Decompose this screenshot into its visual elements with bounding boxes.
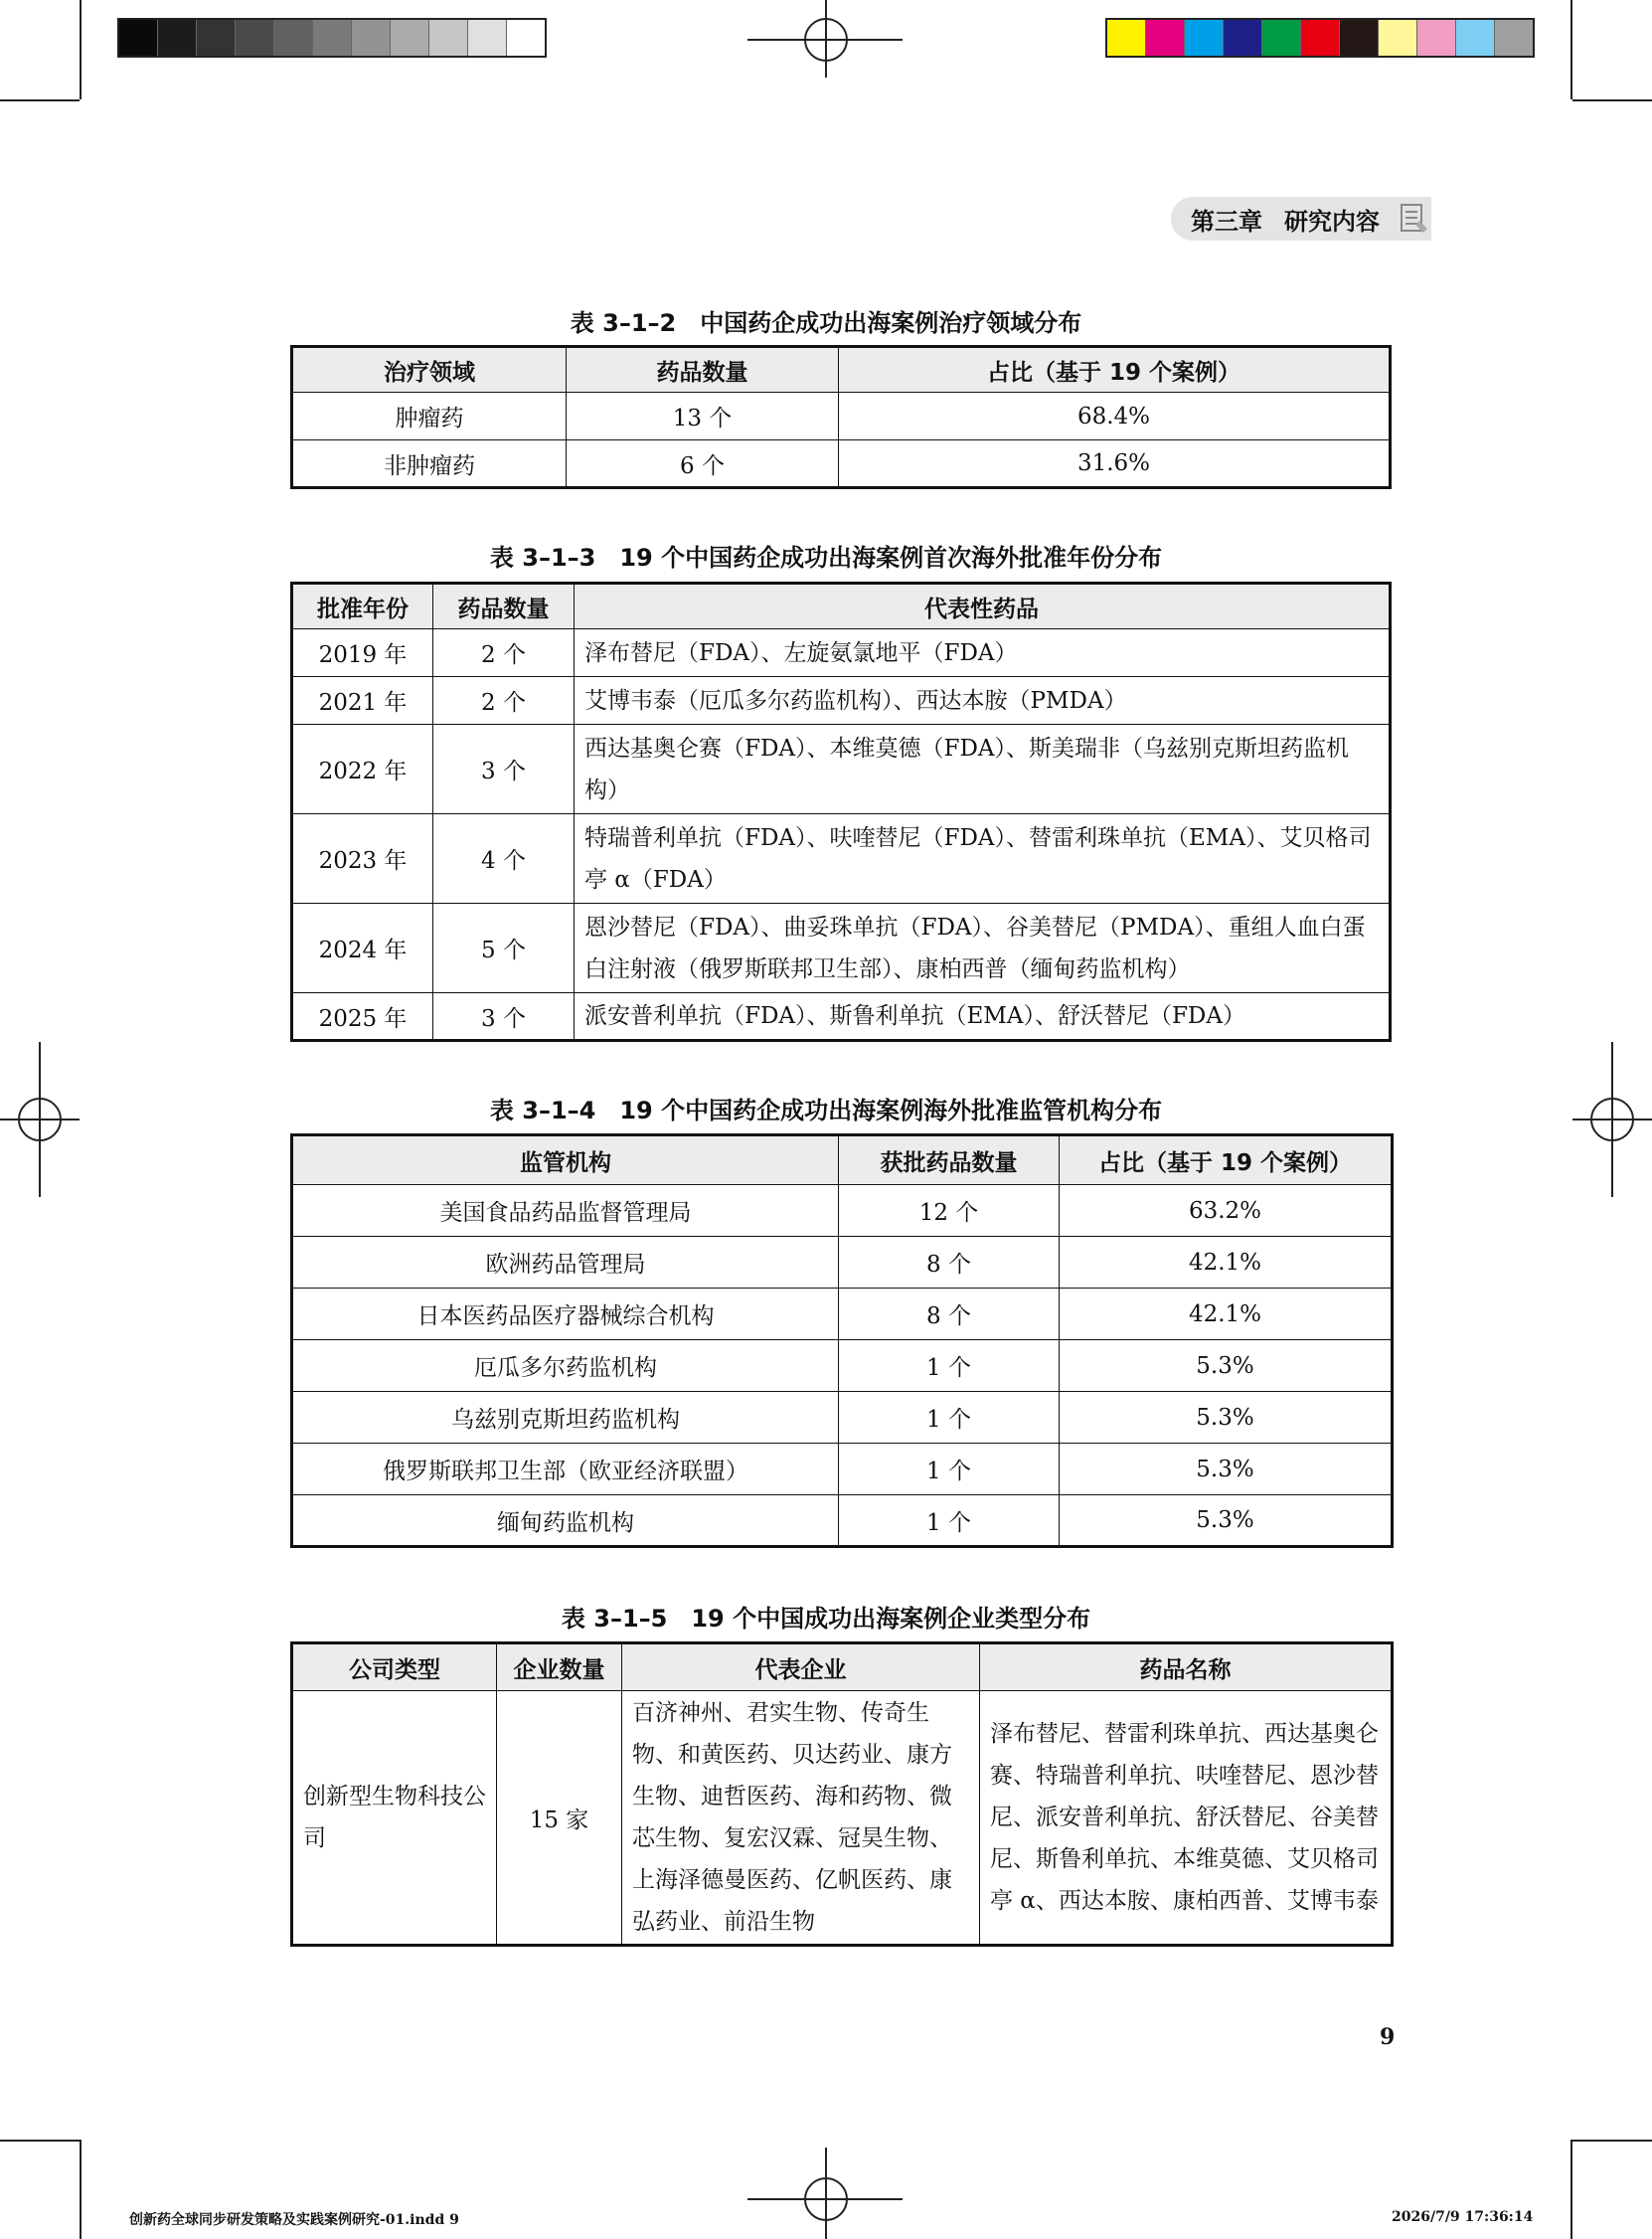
table-cell: 俄罗斯联邦卫生部（欧亚经济联盟） <box>292 1444 839 1495</box>
table-cell: 欧洲药品管理局 <box>292 1237 839 1289</box>
table-cell: 日本医药品医疗器械综合机构 <box>292 1289 839 1340</box>
color-bar <box>1105 18 1535 58</box>
table-cell: 63.2% <box>1060 1185 1393 1237</box>
table-header: 批准年份 <box>292 584 433 629</box>
color-swatch <box>1146 20 1185 56</box>
table-cell: 2024 年 <box>292 904 433 993</box>
table-cell: 8 个 <box>839 1289 1060 1340</box>
table-cell: 非肿瘤药 <box>292 440 567 488</box>
table-cell: 5.3% <box>1060 1340 1393 1392</box>
table-caption-2: 表 3–1–3 19 个中国药企成功出海案例首次海外批准年份分布 <box>489 544 1163 572</box>
table-header: 代表性药品 <box>575 584 1391 629</box>
gray-swatch <box>274 20 313 56</box>
table-caption-4: 表 3–1–5 19 个中国成功出海案例企业类型分布 <box>561 1605 1091 1633</box>
table-cell: 1 个 <box>839 1392 1060 1444</box>
table-cell: 15 家 <box>497 1691 622 1946</box>
table-cell: 1 个 <box>839 1444 1060 1495</box>
gray-swatch <box>391 20 429 56</box>
table-cell: 泽布替尼（FDA）、左旋氨氯地平（FDA） <box>575 629 1391 677</box>
table-cell: 缅甸药监机构 <box>292 1495 839 1547</box>
table-header: 监管机构 <box>292 1135 839 1185</box>
company-type-table <box>290 1641 1394 1947</box>
table-header: 占比（基于 19 个案例） <box>1060 1135 1393 1185</box>
color-swatch <box>1495 20 1533 56</box>
table-caption-3: 表 3–1–4 19 个中国药企成功出海案例海外批准监管机构分布 <box>489 1097 1163 1124</box>
table-cell: 1 个 <box>839 1340 1060 1392</box>
gray-swatch <box>119 20 158 56</box>
chapter-title: 研究内容 <box>1284 207 1380 236</box>
table-cell: 5 个 <box>433 904 575 993</box>
table-header: 企业数量 <box>497 1643 622 1691</box>
table-header: 药品名称 <box>980 1643 1393 1691</box>
color-swatch <box>1107 20 1146 56</box>
table-header: 代表企业 <box>622 1643 980 1691</box>
table-header: 治疗领域 <box>292 347 567 393</box>
gray-swatch <box>197 20 236 56</box>
color-swatch <box>1379 20 1417 56</box>
table-cell: 31.6% <box>839 440 1391 488</box>
table-cell: 8 个 <box>839 1237 1060 1289</box>
color-swatch <box>1185 20 1224 56</box>
table-caption-1: 表 3–1–2 中国药企成功出海案例治疗领域分布 <box>570 309 1082 337</box>
table-cell: 泽布替尼、替雷利珠单抗、西达基奥仑赛、特瑞普利单抗、呋喹替尼、恩沙替尼、派安普利单抗、舒沃替尼、谷美替尼、斯鲁利单抗、本维莫德、艾贝格司亭 α、西达本胺、康柏西普、艾博韦泰 <box>980 1691 1393 1946</box>
gray-swatch <box>158 20 197 56</box>
color-swatch <box>1340 20 1379 56</box>
table-cell: 2 个 <box>433 629 575 677</box>
table-row <box>292 440 1391 488</box>
document-icon <box>1396 201 1431 237</box>
table-cell: 乌兹别克斯坦药监机构 <box>292 1392 839 1444</box>
table-cell: 3 个 <box>433 993 575 1041</box>
table-cell: 5.3% <box>1060 1392 1393 1444</box>
table-row <box>292 1444 1393 1495</box>
color-swatch <box>1417 20 1456 56</box>
table-cell: 西达基奥仑赛（FDA）、本维莫德（FDA）、斯美瑞非（乌兹别克斯坦药监机构） <box>575 725 1391 814</box>
table-row <box>292 629 1391 677</box>
table-cell: 13 个 <box>567 393 839 440</box>
footer-timestamp: 2026/7/9 17:36:14 <box>1392 2209 1534 2225</box>
table-header: 占比（基于 19 个案例） <box>839 347 1391 393</box>
table-row <box>292 1340 1393 1392</box>
table-cell: 特瑞普利单抗（FDA）、呋喹替尼（FDA）、替雷利珠单抗（EMA）、艾贝格司亭 α（FDA） <box>575 814 1391 904</box>
gray-swatch <box>468 20 507 56</box>
table-cell: 2 个 <box>433 677 575 725</box>
treatment-area-table <box>290 345 1392 489</box>
table-header: 药品数量 <box>567 347 839 393</box>
table-cell: 2019 年 <box>292 629 433 677</box>
table-row <box>292 1392 1393 1444</box>
table-cell: 厄瓜多尔药监机构 <box>292 1340 839 1392</box>
table-cell: 42.1% <box>1060 1289 1393 1340</box>
table-cell: 2021 年 <box>292 677 433 725</box>
table-cell: 艾博韦泰（厄瓜多尔药监机构）、西达本胺（PMDA） <box>575 677 1391 725</box>
table-row <box>292 1495 1393 1547</box>
table-row <box>292 725 1391 814</box>
grayscale-bar <box>117 18 547 58</box>
table-row <box>292 1289 1393 1340</box>
color-swatch <box>1224 20 1262 56</box>
table-cell: 4 个 <box>433 814 575 904</box>
color-swatch <box>1301 20 1340 56</box>
table-cell: 3 个 <box>433 725 575 814</box>
table-header: 公司类型 <box>292 1643 497 1691</box>
table-cell: 2022 年 <box>292 725 433 814</box>
table-cell: 百济神州、君实生物、传奇生物、和黄医药、贝达药业、康方生物、迪哲医药、海和药物、微芯生物、复宏汉霖、冠昊生物、上海泽德曼医药、亿帆医药、康弘药业、前沿生物 <box>622 1691 980 1946</box>
gray-swatch <box>313 20 352 56</box>
gray-swatch <box>352 20 391 56</box>
table-row <box>292 814 1391 904</box>
table-row <box>292 904 1391 993</box>
table-row <box>292 1691 1393 1946</box>
table-cell: 2025 年 <box>292 993 433 1041</box>
table-row <box>292 677 1391 725</box>
gray-swatch <box>429 20 468 56</box>
table-row <box>292 993 1391 1041</box>
table-cell: 肿瘤药 <box>292 393 567 440</box>
table-header: 药品数量 <box>433 584 575 629</box>
table-cell: 1 个 <box>839 1495 1060 1547</box>
table-header: 获批药品数量 <box>839 1135 1060 1185</box>
table-cell: 42.1% <box>1060 1237 1393 1289</box>
table-cell: 6 个 <box>567 440 839 488</box>
table-cell: 创新型生物科技公司 <box>292 1691 497 1946</box>
color-swatch <box>1456 20 1495 56</box>
chapter-label: 第三章 <box>1191 207 1262 236</box>
footer-file-name: 创新药全球同步研发策略及实践案例研究-01.indd 9 <box>129 2212 459 2228</box>
color-swatch <box>1262 20 1301 56</box>
gray-swatch <box>507 20 545 56</box>
table-cell: 5.3% <box>1060 1495 1393 1547</box>
gray-swatch <box>236 20 274 56</box>
table-row <box>292 393 1391 440</box>
approval-year-table <box>290 582 1392 1042</box>
table-cell: 5.3% <box>1060 1444 1393 1495</box>
table-cell: 派安普利单抗（FDA）、斯鲁利单抗（EMA）、舒沃替尼（FDA） <box>575 993 1391 1041</box>
table-row <box>292 1237 1393 1289</box>
regulatory-agency-table <box>290 1133 1394 1548</box>
table-cell: 68.4% <box>839 393 1391 440</box>
table-cell: 美国食品药品监督管理局 <box>292 1185 839 1237</box>
table-row <box>292 1185 1393 1237</box>
table-cell: 12 个 <box>839 1185 1060 1237</box>
chapter-header <box>1171 197 1431 241</box>
table-cell: 2023 年 <box>292 814 433 904</box>
table-cell: 恩沙替尼（FDA）、曲妥珠单抗（FDA）、谷美替尼（PMDA）、重组人血白蛋白注射液（俄罗斯联邦卫生部）、康柏西普（缅甸药监机构） <box>575 904 1391 993</box>
page-number: 9 <box>1380 2024 1396 2050</box>
